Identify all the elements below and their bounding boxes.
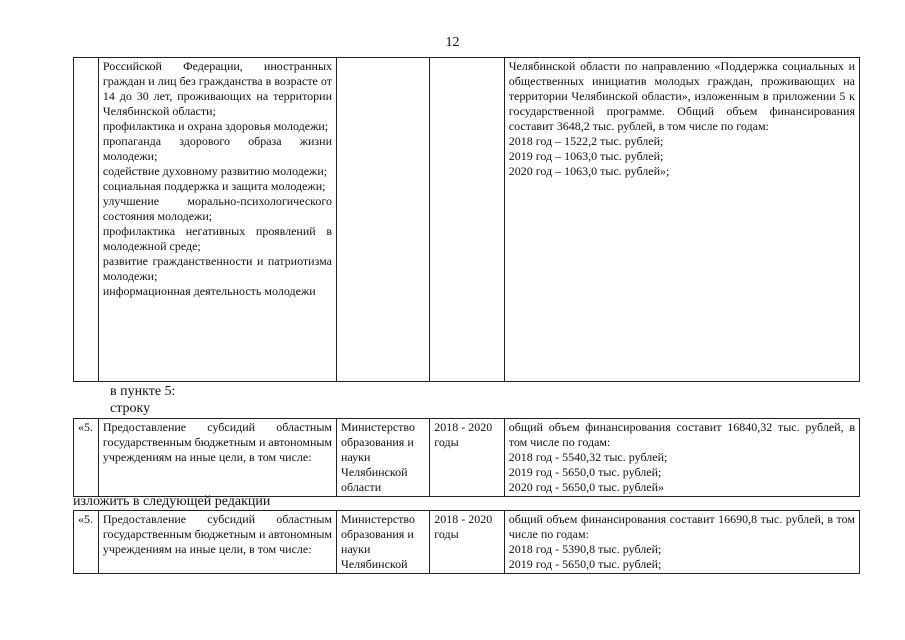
list-item: профилактика и охрана здоровья молодежи; — [102, 119, 329, 133]
funding-year: 2020 год – 1063,0 тыс. рублей»; — [508, 164, 670, 178]
table-row — [74, 419, 860, 497]
text-new-edition: изложить в следующей редакции — [73, 494, 271, 509]
funding-year: 2018 год - 5540,32 тыс. рублей; — [508, 450, 668, 464]
cell-number: «5. — [74, 419, 99, 497]
executor-line: науки — [341, 450, 371, 464]
cell-number — [74, 58, 99, 382]
executor-line: образования и — [341, 435, 414, 449]
list-item: улучшение морально-психологического состояния молодежи; — [102, 194, 333, 223]
list-item: содействие духовному развитию молодежи; — [102, 164, 328, 178]
funding-year: 2019 год – 1063,0 тыс. рублей; — [508, 149, 664, 163]
table-continuation — [73, 57, 860, 382]
text-row: строку — [110, 401, 151, 416]
cell-period — [430, 511, 505, 574]
executor-line: Челябинской — [341, 557, 408, 571]
cell-name: Предоставление субсидий областным государственным бюджетным и автономным учреждениям на иные цели, в том числе: — [98, 419, 336, 497]
cell-funding — [504, 419, 859, 497]
cell-period — [430, 58, 505, 382]
cell-number: «5. — [74, 511, 99, 574]
list-item: развитие гражданственности и патриотизма молодежи; — [102, 254, 333, 283]
cell-executor — [337, 58, 430, 382]
executor-line: Министерство — [341, 512, 416, 526]
executor-line: Министерство — [341, 420, 416, 434]
cell-executor — [337, 511, 430, 574]
period-line: годы — [434, 527, 459, 541]
list-item: социальная поддержка и защита молодежи; — [102, 179, 326, 193]
funding-year: 2019 год - 5650,0 тыс. рублей; — [508, 557, 662, 571]
list-item: пропаганда здорового образа жизни молодежи; — [102, 134, 333, 163]
list-item: информационная деятельность молодежи — [102, 284, 316, 298]
cell-measure-list — [98, 58, 336, 382]
funding-year: 2020 год - 5650,0 тыс. рублей» — [508, 480, 664, 494]
table-old-row — [73, 418, 860, 497]
list-item: профилактика негативных проявлений в молодежной среде; — [102, 224, 333, 253]
funding-text: Челябинской области по направлению «Поддержка социальных и общественных инициатив молодых граждан, проживающих на территории Челябинской области», изложенным в приложении 5 к государственной программе. Общий объем финансирования составит 3648,2 тыс. рублей, в том числе по годам: — [508, 59, 855, 133]
cell-name: Предоставление субсидий областным государственным бюджетным и автономным учреждениям на иные цели, в том числе: — [98, 511, 336, 574]
funding-text: общий объем финансирования составит 16690,8 тыс. рублей, в том числе по годам: — [508, 512, 855, 541]
list-item: Российской Федерации, иностранных граждан и лиц без гражданства в возрасте от 14 до 30 лет, проживающих на территории Челябинской области; — [102, 59, 333, 118]
cell-funding — [504, 58, 859, 382]
cell-funding — [504, 511, 859, 574]
executor-line: области — [341, 480, 382, 494]
funding-year: 2018 год – 1522,2 тыс. рублей; — [508, 134, 664, 148]
funding-year: 2019 год - 5650,0 тыс. рублей; — [508, 465, 662, 479]
table-row — [74, 58, 860, 382]
cell-executor — [337, 419, 430, 497]
executor-line: образования и — [341, 527, 414, 541]
funding-text: общий объем финансирования составит 16840,32 тыс. рублей, в том числе по годам: — [508, 420, 855, 449]
page-number: 12 — [445, 35, 460, 50]
funding-year: 2018 год - 5390,8 тыс. рублей; — [508, 542, 662, 556]
period-line: 2018 - 2020 — [434, 512, 493, 526]
table-new-row — [73, 510, 860, 574]
period-line: годы — [434, 435, 459, 449]
executor-line: науки — [341, 542, 371, 556]
period-line: 2018 - 2020 — [434, 420, 493, 434]
cell-period — [430, 419, 505, 497]
table-row — [74, 511, 860, 574]
text-in-point: в пункте 5: — [110, 384, 176, 399]
executor-line: Челябинской — [341, 465, 408, 479]
